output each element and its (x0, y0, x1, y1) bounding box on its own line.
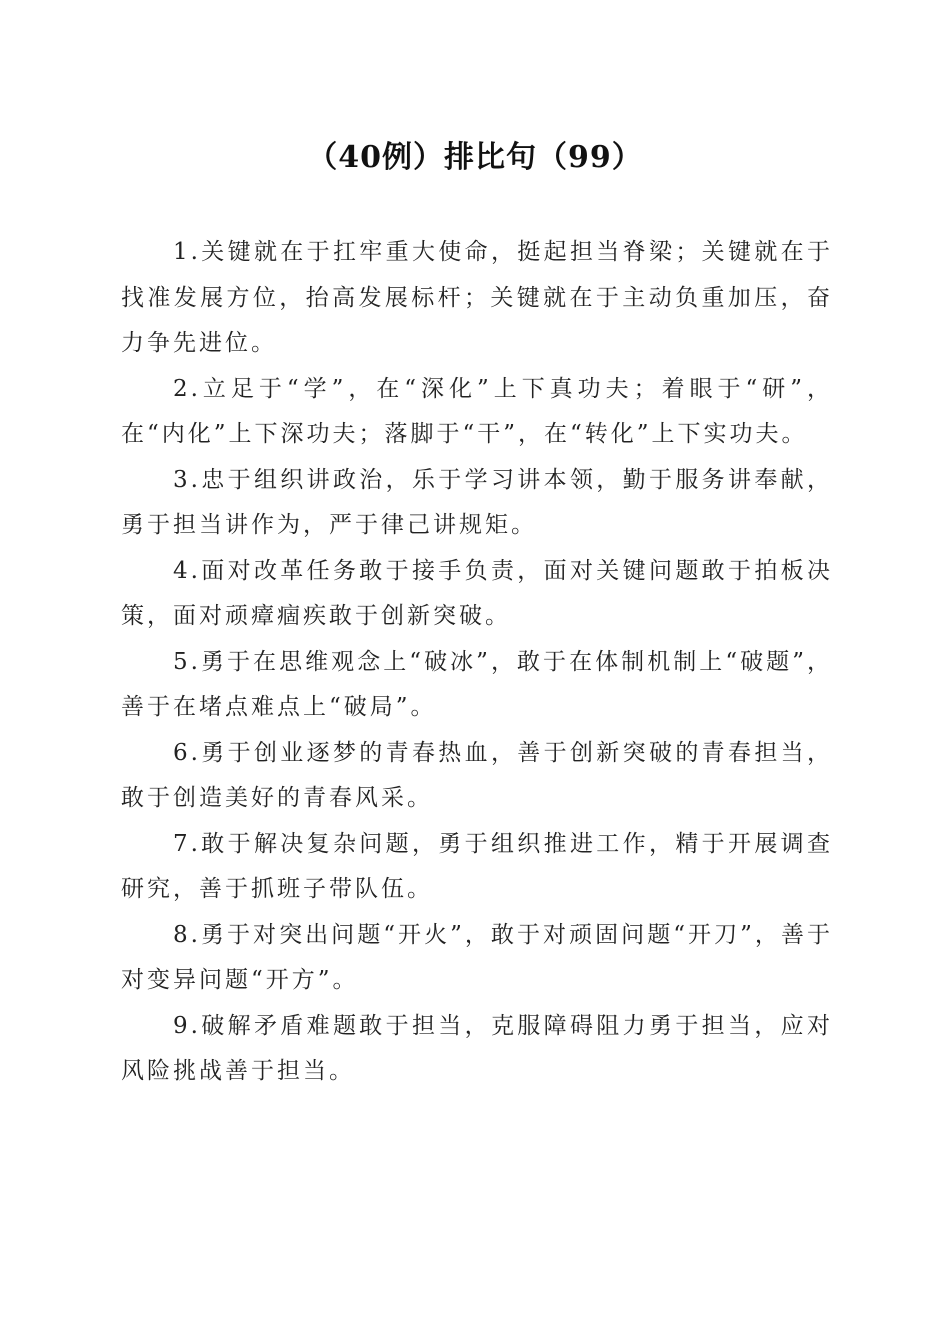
document-title: （40例）排比句（99） (307, 140, 643, 175)
paragraph-6: 6.勇于创业逐梦的青春热血，善于创新突破的青春担当，敢于创造美好的青春风采。 (121, 739, 833, 811)
paragraph-3: 3.忠于组织讲政治，乐于学习讲本领，勤于服务讲奉献，勇于担当讲作为，严于律己讲规矩。 (121, 466, 833, 538)
paragraph-5: 5.勇于在思维观念上“破冰”，敢于在体制机制上“破题”，善于在堵点难点上“破局”。 (121, 648, 833, 720)
paragraph-2: 2.立足于“学”，在“深化”上下真功夫；着眼于“研”，在“内化”上下深功夫；落脚于“干”，在“转化”上下实功夫。 (121, 375, 833, 447)
paragraph-7: 7.敢于解决复杂问题，勇于组织推进工作，精于开展调查研究，善于抓班子带队伍。 (121, 830, 833, 902)
paragraph-8: 8.勇于对突出问题“开火”，敢于对顽固问题“开刀”，善于对变异问题“开方”。 (121, 921, 833, 993)
document-body (121, 230, 833, 1095)
paragraph-1: 1.关键就在于扛牢重大使命，挺起担当脊梁；关键就在于找准发展方位，抬高发展标杆；关键就在于主动负重加压，奋力争先进位。 (121, 239, 833, 356)
paragraph-4: 4.面对改革任务敢于接手负责，面对关键问题敢于拍板决策，面对顽瘴痼疾敢于创新突破。 (121, 557, 833, 629)
paragraph-9: 9.破解矛盾难题敢于担当，克服障碍阻力勇于担当，应对风险挑战善于担当。 (121, 1012, 833, 1084)
